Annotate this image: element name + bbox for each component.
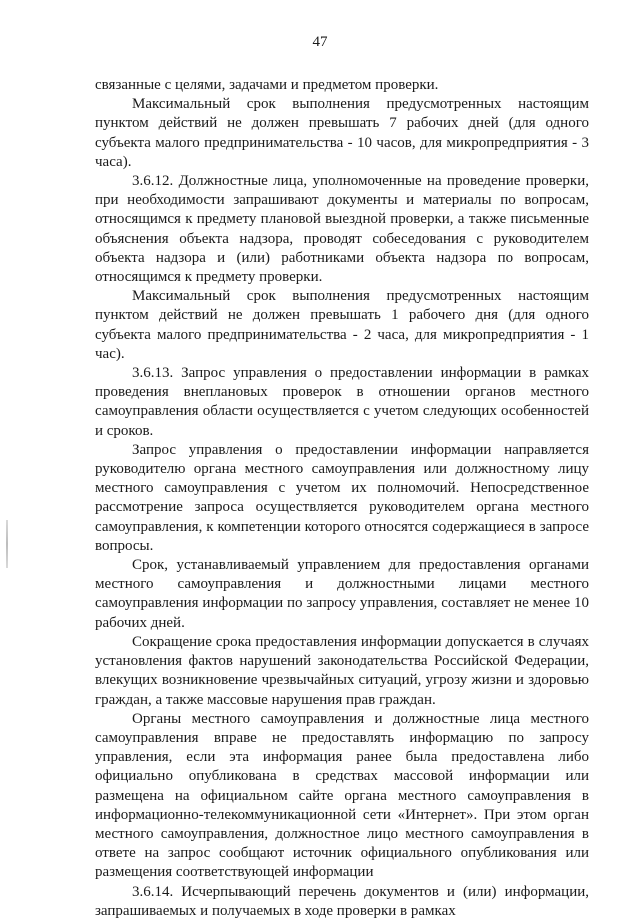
paragraph-3-6-13: 3.6.13. Запрос управления о предоставлении информации в рамках проведения внеплановых проверок в отношении органов местного самоуправления области осуществляется с учетом следующих особенностей и сроков. xyxy=(95,365,589,439)
paragraph-max-term-7-days: Максимальный срок выполнения предусмотренных настоящим пунктом действий не должен превышать 7 рабочих дней (для одного субъекта малого предпринимательства - 10 часов, для микропредприятия - 3 часа). xyxy=(95,96,589,170)
page-number: 47 xyxy=(312,34,328,50)
paragraph-deadline-reduction: Сокращение срока предоставления информации допускается в случаях установления фактов нарушений законодательства Российской Федерации, влекущих возникновение чрезвычайных ситуаций, угрозу жизни и здоровью граждан, а также массовые нарушения прав граждан. xyxy=(95,633,589,708)
paragraph-3-6-14: 3.6.14. Исчерпывающий перечень документов и (или) информации, запрашиваемых и получаемых в ходе проверки в рамках xyxy=(95,883,589,919)
scan-edge-mark xyxy=(6,520,8,568)
paragraph-request-direction: Запрос управления о предоставлении информации направляется руководителю органа местного самоуправления или должностному лицу местного самоуправления с учетом их полномочий. Непосредственное рассмотрение запроса осуществляется руководителем органа местного самоуправления, к компетенции которого относятся содержащиеся в запросе вопросы. xyxy=(95,441,589,554)
document-body xyxy=(95,76,589,921)
paragraph-3-6-12: 3.6.12. Должностные лица, уполномоченные на проведение проверки, при необходимости запрашивают документы и материалы по вопросам, относящимся к предмету плановой выездной проверки, а также письменные объяснения объекта надзора, проводят собеседования с руководителем объекта надзора и (или) работниками объекта надзора по вопросам, относящимся к предмету проверки. xyxy=(95,173,589,286)
paragraph-max-term-1-day: Максимальный срок выполнения предусмотренных настоящим пунктом действий не должен превышать 1 рабочего дня (для одного субъекта малого предпринимательства - 2 часа, для микропредприятия - 1 час). xyxy=(95,288,589,362)
paragraph-continuation: связанные с целями, задачами и предметом проверки. xyxy=(95,77,439,93)
paragraph-right-to-refuse: Органы местного самоуправления и должностные лица местного самоуправления вправе не предоставлять информацию по запросу управления, если эта информация ранее была предоставлена либо официально опубликована в средствах массовой информации или размещена на официальном сайте органа местного самоуправления в информационно-телекоммуникационной сети «Интернет». При этом орган местного самоуправления, должностное лицо местного самоуправления в ответе на запрос сообщают источник официального опубликования или размещения соответствующей информации xyxy=(95,710,589,881)
paragraph-request-deadline: Срок, устанавливаемый управлением для предоставления органами местного самоуправления и должностными лицами местного самоуправления информации по запросу управления, составляет не менее 10 рабочих дней. xyxy=(95,557,589,631)
